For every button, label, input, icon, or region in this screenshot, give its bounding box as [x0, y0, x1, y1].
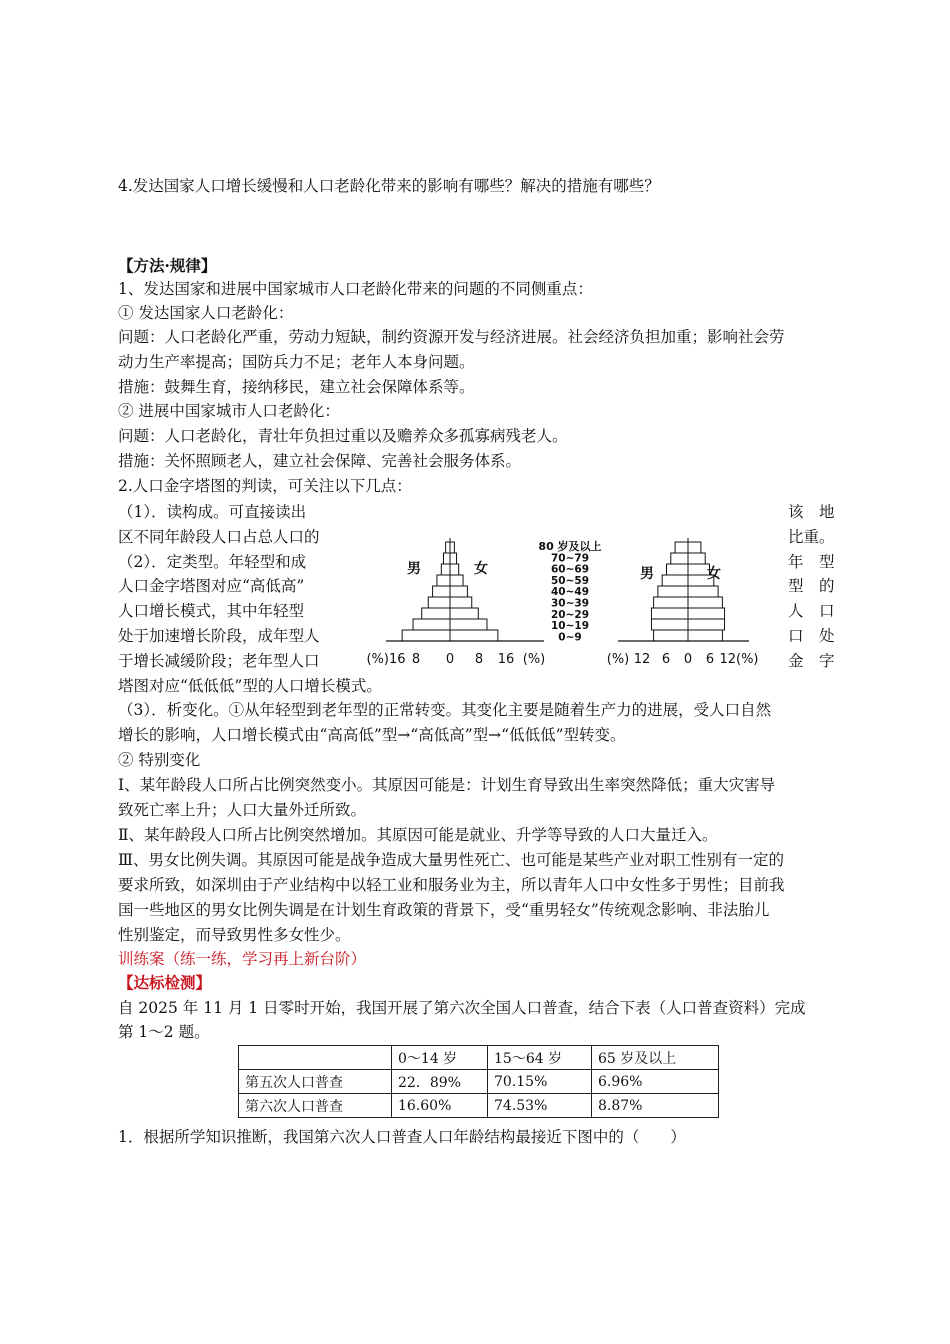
- method-line: 1、发达国家和进展中国家城市人口老龄化带来的问题的不同侧重点：: [118, 280, 593, 298]
- wrap-right-line: 比重。: [788, 528, 835, 546]
- male-bar: [413, 619, 450, 630]
- method-line: 增长的影响，人口增长模式由“高高低”型→“高低高”型→“低低低”型转变。: [118, 726, 626, 744]
- male-bar: [446, 542, 450, 553]
- method-heading: 【方法·规律】: [118, 256, 217, 275]
- wrap-left-line: （2）．定类型。年轻型和成: [118, 553, 307, 571]
- method-line: Ⅰ、某年龄段人口所占比例突然变小。其原因可能是：计划生育导致出生率突然降低；重大灾害导: [118, 776, 776, 794]
- method-line: 致死亡率上升；人口大量外迁所致。: [118, 801, 367, 819]
- method-line: ① 发达国家人口老龄化：: [118, 304, 294, 322]
- table-header-cell: 15～64 岁: [488, 1046, 592, 1070]
- age-group-label: 30~39: [550, 597, 590, 610]
- male-bar: [441, 564, 450, 575]
- wrap-left-line: 于增长减缓阶段；老年型人口: [118, 652, 320, 670]
- wrap-left-line: 人口增长模式，其中年轻型: [118, 602, 305, 620]
- method-line: （3）．析变化。①从年轻型到老年型的正常转变。其变化主要是随着生产力的进展，受人口自然: [118, 701, 772, 719]
- male-bar: [654, 597, 688, 608]
- male-bar: [667, 564, 689, 575]
- age-group-label: 80 岁及以上: [538, 540, 602, 553]
- axis-tick-label: (%): [522, 652, 546, 667]
- wrap-right-line: 人 口: [788, 602, 835, 620]
- axis-tick-label: 12(%): [719, 652, 759, 667]
- male-bar: [662, 575, 688, 586]
- wrap-left-line: 处于加速增长阶段，成年型人: [118, 627, 320, 645]
- table-row: [239, 1070, 719, 1094]
- male-bar: [675, 542, 688, 553]
- wrap-right-line: 型 的: [788, 577, 835, 595]
- female-bar: [688, 542, 701, 553]
- axis-tick-label: 16: [497, 652, 515, 667]
- female-bar: [450, 608, 478, 619]
- male-bar: [433, 586, 450, 597]
- male-label: 男: [407, 561, 421, 577]
- wrap-right-line: 年 型: [788, 553, 835, 571]
- female-bar: [688, 608, 725, 619]
- wrap-right-line: 该 地: [788, 503, 835, 521]
- age-group-label: 10~19: [550, 620, 590, 633]
- male-bar: [658, 586, 688, 597]
- training-intro: 第 1～2 题。: [118, 1023, 210, 1041]
- table-header-cell: [239, 1046, 392, 1070]
- female-bar: [688, 630, 722, 641]
- axis-tick-label: (%)16: [366, 652, 406, 667]
- male-bar: [422, 608, 450, 619]
- table-cell: 8.87%: [592, 1094, 719, 1118]
- table-cell: 74.53%: [488, 1094, 592, 1118]
- male-bar: [651, 619, 688, 630]
- method-line: ② 进展中国家城市人口老龄化：: [118, 402, 340, 420]
- method-line: Ⅱ、某年龄段人口所占比例突然增加。其原因可能是就业、升学等导致的人口大量迁入。: [118, 826, 718, 844]
- method-line: 措施：关怀照顾老人，建立社会保障、完善社会服务体系。: [118, 452, 522, 470]
- method-line: 要求所致，如深圳由于产业结构中以轻工业和服务业为主，所以青年人口中女性多于男性；目前我: [118, 876, 785, 894]
- age-group-labels: [538, 539, 601, 643]
- table-row: [239, 1094, 719, 1118]
- female-label: 女: [707, 566, 721, 582]
- female-bar: [450, 630, 498, 641]
- female-bar: [450, 553, 457, 564]
- table-cell: 6.96%: [592, 1070, 719, 1094]
- adult-type-pyramid: [607, 538, 759, 667]
- method-line: 措施：鼓舞生育，接纳移民，建立社会保障体系等。: [118, 378, 475, 396]
- age-group-label: 0~9: [558, 631, 582, 644]
- male-bar: [654, 630, 688, 641]
- method-line: 问题：人口老龄化，青壮年负担过重以及赡养众多孤寡病残老人。: [118, 427, 568, 445]
- male-bar: [402, 630, 450, 641]
- axis-tick-label: 0: [445, 652, 455, 667]
- female-bar: [450, 564, 459, 575]
- axis-tick-label: (%): [606, 652, 630, 667]
- table-header-row: [239, 1046, 719, 1070]
- male-bar: [651, 608, 688, 619]
- axis-tick-label: 12: [633, 652, 651, 667]
- axis-tick-label: 0: [683, 652, 693, 667]
- table-cell: 16.60%: [392, 1094, 488, 1118]
- method-line: 问题：人口老龄化严重，劳动力短缺，制约资源开发与经济进展。社会经济负担加重；影响社会劳: [118, 328, 785, 346]
- wrap-left-line: 人口金字塔图对应“高低高”: [118, 577, 305, 595]
- method-line: 2.人口金字塔图的判读，可关注以下几点：: [118, 477, 412, 495]
- male-bar: [443, 553, 450, 564]
- method-line: 国一些地区的男女比例失调是在计划生育政策的背景下，受“重男轻女”传统观念影响、非法胎儿: [118, 901, 770, 919]
- axis-tick-label: 6: [705, 652, 715, 667]
- male-bar: [428, 597, 450, 608]
- female-bar: [688, 597, 722, 608]
- table-header-cell: 65 岁及以上: [592, 1046, 719, 1070]
- wrap-left-line: （1）．读构成。可直接读出: [118, 503, 307, 521]
- table-header-cell: 0～14 岁: [392, 1046, 488, 1070]
- wrap-right-line: 金 字: [788, 652, 835, 670]
- table-cell: 第五次人口普查: [239, 1070, 392, 1094]
- table-cell: 22．89%: [392, 1070, 488, 1094]
- method-line: 塔图对应“低低低”型的人口增长模式。: [118, 677, 382, 695]
- female-bar: [450, 619, 487, 630]
- male-label: 男: [640, 566, 654, 582]
- method-line: Ⅲ、男女比例失调。其原因可能是战争造成大量男性死亡、也可能是某些产业对职工性别有一定的: [118, 851, 784, 869]
- female-label: 女: [474, 561, 488, 577]
- method-line: ② 特别变化: [118, 751, 201, 769]
- age-group-label: 70~79: [550, 552, 590, 565]
- female-bar: [450, 575, 463, 586]
- male-bar: [671, 553, 688, 564]
- training-intro: 自 2025 年 11 月 1 日零时开始，我国开展了第六次全国人口普查，结合下表（人口普查资料）完成: [118, 999, 806, 1017]
- method-line: 动力生产率提高；国防兵力不足；老年人本身问题。: [118, 353, 475, 371]
- age-group-label: 40~49: [550, 586, 590, 599]
- table-cell: 70.15%: [488, 1070, 592, 1094]
- female-bar: [688, 619, 725, 630]
- male-bar: [437, 575, 450, 586]
- method-line: 性别鉴定，而导致男性多女性少。: [118, 926, 351, 944]
- age-group-label: 60~69: [550, 563, 590, 576]
- wrap-left-line: 区不同年龄段人口占总人口的: [118, 528, 320, 546]
- axis-tick-label: 6: [661, 652, 671, 667]
- female-bar: [688, 553, 705, 564]
- training-heading: 【达标检测】: [118, 973, 212, 992]
- female-bar: [450, 542, 454, 553]
- training-title: 训练案（练一练，学习再上新台阶）: [118, 950, 367, 968]
- female-bar: [450, 597, 472, 608]
- age-group-label: 20~29: [550, 608, 590, 621]
- young-type-pyramid: [366, 538, 545, 667]
- wrap-right-line: 口 处: [788, 627, 835, 645]
- female-bar: [450, 586, 467, 597]
- female-bar: [688, 586, 718, 597]
- question-4: 4.发达国家人口增长缓慢和人口老龄化带来的影响有哪些？解决的措施有哪些？: [118, 177, 660, 195]
- census-table: [238, 1045, 719, 1118]
- age-group-label: 50~59: [550, 574, 590, 587]
- question-1: 1．根据所学知识推断，我国第六次人口普查人口年龄结构最接近下图中的（ ）: [118, 1128, 686, 1146]
- population-pyramids-figure: [364, 530, 778, 672]
- axis-tick-label: 8: [474, 652, 484, 667]
- table-cell: 第六次人口普查: [239, 1094, 392, 1118]
- axis-tick-label: 8: [411, 652, 421, 667]
